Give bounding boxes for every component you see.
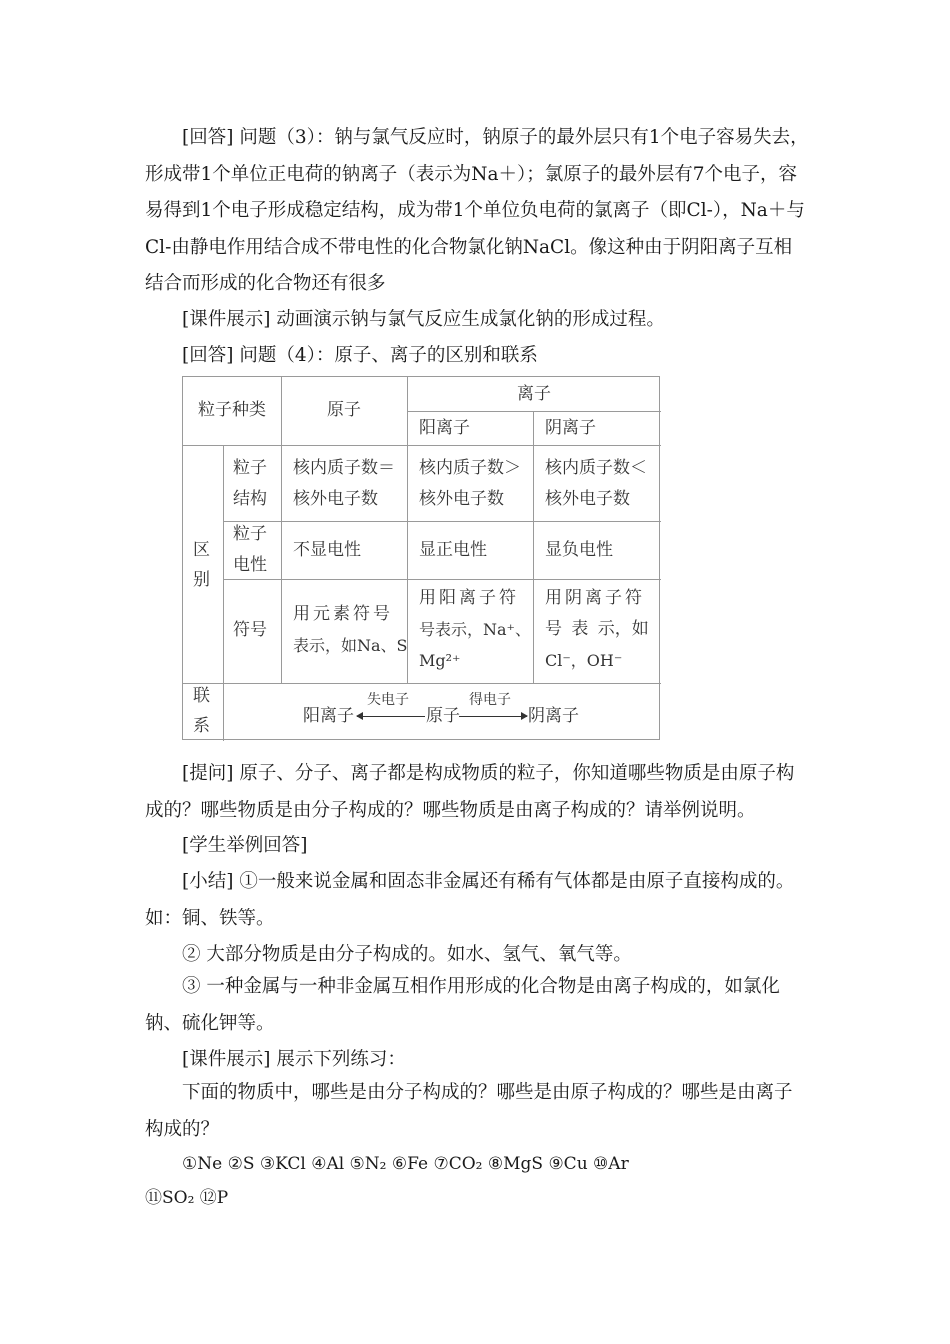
header-ion: 离子	[517, 384, 551, 404]
paragraph-answer-4: [回答] 问题（4）：原子、离子的区别和联系	[182, 345, 538, 366]
atom-structure-line1: 核内质子数＝	[293, 458, 395, 478]
label-relation: 联系	[193, 686, 210, 736]
relation-arrow-left	[357, 716, 425, 717]
relation-cation: 阳离子	[303, 706, 354, 726]
relation-atom: 原子	[426, 706, 460, 726]
anion-charge: 显负电性	[545, 540, 613, 560]
paragraph-student-answer: [学生举例回答]	[182, 835, 308, 856]
paragraph-exercise: 下面的物质中，哪些是由分子构成的？哪些是由原子构成的？哪些是由离子构成的？	[145, 1082, 793, 1140]
paragraph-courseware-2: [课件展示] 展示下列练习：	[182, 1049, 406, 1070]
row-symbol-label: 符号	[233, 620, 267, 640]
cation-symbol-line2: 号表示，Na⁺、	[419, 620, 531, 639]
row-structure-label: 粒子结构	[233, 458, 267, 509]
relation-arrow-right	[459, 716, 527, 717]
atom-charge: 不显电性	[293, 540, 361, 560]
cation-symbol-line3: Mg²⁺	[419, 651, 461, 670]
anion-symbol-line1: 用阴离子符	[545, 588, 645, 608]
paragraph-summary-1: [小结] ①一般来说金属和固态非金属还有稀有气体都是由原子直接构成的。如：铜、铁等。	[145, 871, 795, 929]
label-difference: 区别	[193, 540, 210, 590]
anion-symbol-line2: 号 表 示，如	[545, 619, 649, 639]
relation-gain-electron: 得电子	[469, 692, 511, 708]
row-charge-label: 粒子电性	[233, 524, 267, 575]
paragraph-summary-3: ③ 一种金属与一种非金属互相作用形成的化合物是由离子构成的，如氯化钠、硫化钾等。	[145, 976, 780, 1034]
relation-lose-electron: 失电子	[367, 692, 409, 708]
cation-charge: 显正电性	[419, 540, 487, 560]
atom-symbol-line1: 用元素符号	[293, 604, 393, 624]
paragraph-summary-2: ② 大部分物质是由分子构成的。如水、氢气、氧气等。	[182, 944, 632, 965]
cation-symbol-line1: 用阳离子符	[419, 588, 519, 608]
relation-anion: 阴离子	[528, 706, 579, 726]
header-particle-type: 粒子种类	[198, 400, 266, 420]
header-cation: 阳离子	[419, 418, 470, 438]
atom-structure-line2: 核外电子数	[293, 489, 378, 509]
anion-symbol-line3: Cl⁻，OH⁻	[545, 651, 623, 670]
atom-symbol-line2: 表示，如Na、S	[293, 636, 408, 655]
anion-structure-line1: 核内质子数＜	[545, 458, 647, 478]
cation-structure-line1: 核内质子数＞	[419, 458, 521, 478]
atom-ion-table	[182, 376, 660, 740]
anion-structure-line2: 核外电子数	[545, 489, 630, 509]
exercise-list-line1: ①Ne ②S ③KCl ④Al ⑤N₂ ⑥Fe ⑦CO₂ ⑧MgS ⑨Cu ⑩Ar	[182, 1154, 629, 1174]
paragraph-courseware-1: [课件展示] 动画演示钠与氯气反应生成氯化钠的形成过程。	[182, 309, 665, 330]
header-atom: 原子	[327, 400, 361, 420]
cation-structure-line2: 核外电子数	[419, 489, 504, 509]
paragraph-question: [提问] 原子、分子、离子都是构成物质的粒子，你知道哪些物质是由原子构成的？哪些物质是由分子构成的？哪些物质是由离子构成的？请举例说明。	[145, 763, 795, 821]
header-anion: 阴离子	[545, 418, 596, 438]
paragraph-answer-3: [回答] 问题（3）：钠与氯气反应时，钠原子的最外层只有1个电子容易失去，形成带1个单位正电荷的钠离子（表示为Na＋）；氯原子的最外层有7个电子，容易得到1个电子形成稳定结构，成为带1个单位负电荷的氯离子（即Cl-），Na＋与Cl-由静电作用结合成不带电性的化合物氯化钠NaCl。像这种由于阴阳离子互相结合而形成的化合物还有很多	[145, 127, 809, 294]
exercise-list-line2: ⑪SO₂ ⑫P	[145, 1188, 229, 1208]
